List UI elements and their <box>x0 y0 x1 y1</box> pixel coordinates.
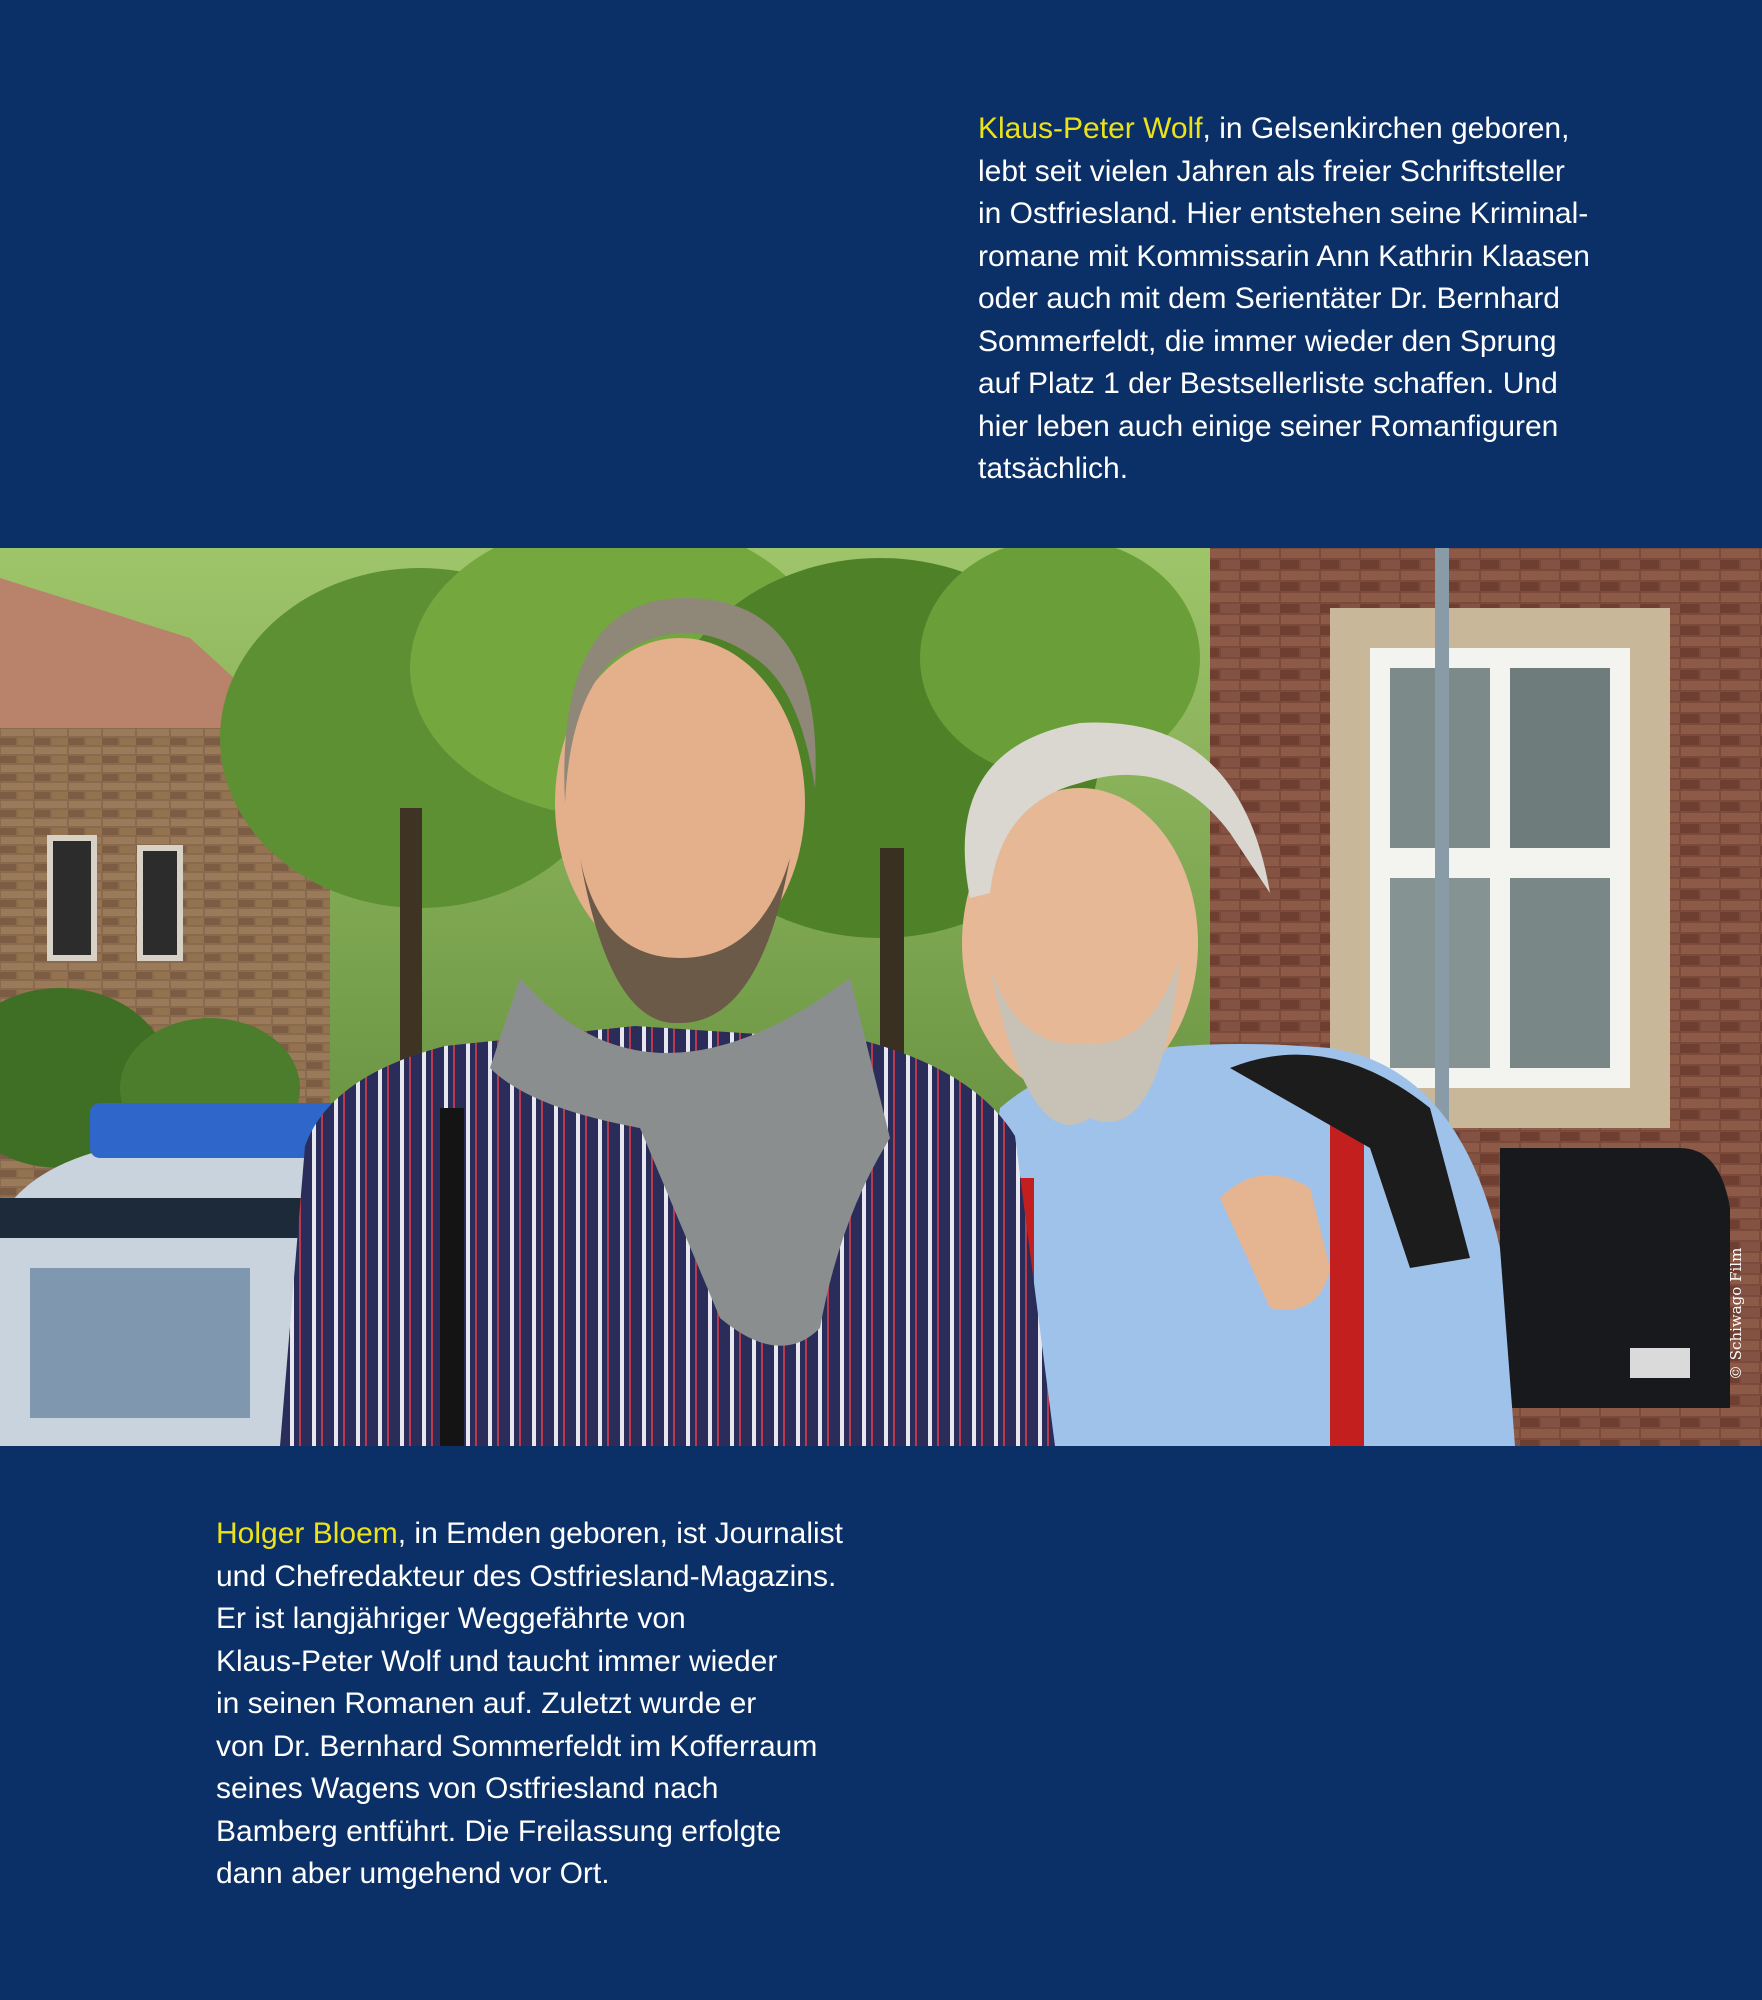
bio-line: von Dr. Bernhard Sommerfeldt im Kofferraum <box>216 1729 818 1763</box>
bio-line: Sommerfeldt, die immer wieder den Sprung <box>978 324 1557 358</box>
bio-line: hier leben auch einige seiner Romanfiguren <box>978 409 1559 443</box>
bio-line: Bamberg entführt. Die Freilassung erfolgte <box>216 1814 782 1848</box>
author-bio-klaus-peter-wolf <box>978 108 1658 491</box>
author-name: Klaus-Peter Wolf <box>978 112 1203 145</box>
bio-line: dann aber umgehend vor Ort. <box>216 1857 610 1890</box>
bio-line: Er ist langjähriger Weggefährte von <box>216 1602 686 1635</box>
bio-line: tatsächlich. <box>978 452 1129 485</box>
author-bio-holger-bloem <box>216 1513 896 1896</box>
photo-illustration <box>0 548 1762 1446</box>
photo-credit: © Schiwago Film <box>1727 1247 1745 1380</box>
bio-line: in seinen Romanen auf. Zuletzt wurde er <box>216 1687 757 1720</box>
bio-line: seines Wagens von Ostfriesland nach <box>216 1772 719 1805</box>
bio-line: und Chefredakteur des Ostfriesland-Magazins. <box>216 1559 837 1593</box>
bio-line: in Ostfriesland. Hier entstehen seine Kriminal- <box>978 197 1589 230</box>
bio-line: auf Platz 1 der Bestsellerliste schaffen. Und <box>978 367 1558 400</box>
bio-line: oder auch mit dem Serientäter Dr. Bernhard <box>978 282 1560 315</box>
author-photo <box>0 548 1762 1446</box>
bio-line: romane mit Kommissarin Ann Kathrin Klaasen <box>978 239 1590 273</box>
bio-line: , in Gelsenkirchen geboren, <box>1202 112 1570 145</box>
bio-line: , in Emden geboren, ist Journalist <box>397 1517 843 1550</box>
bio-line: lebt seit vielen Jahren als freier Schriftsteller <box>978 154 1565 188</box>
author-name: Holger Bloem <box>216 1517 398 1550</box>
bio-line: Klaus-Peter Wolf und taucht immer wieder <box>216 1644 778 1678</box>
